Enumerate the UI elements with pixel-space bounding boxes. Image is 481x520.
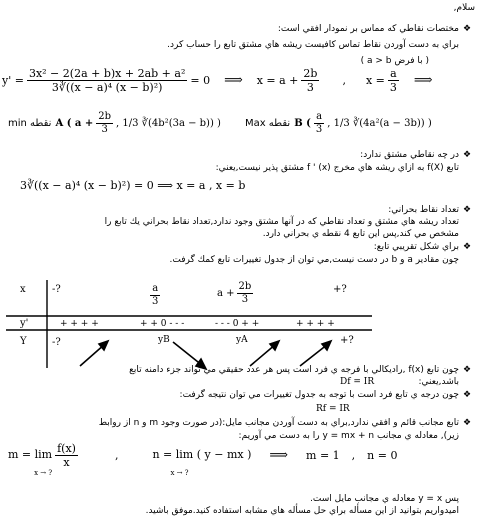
implies-arrow-2: ⟹ <box>413 73 433 88</box>
x-mid2-lead: a + <box>217 288 235 299</box>
eq-denominator: 3∛((x − a)⁴ (x − b)²) <box>51 81 163 94</box>
sep-2: , <box>351 449 356 462</box>
section3-line2: تعداد ريشه هاي مشتق و تعداد نقاطي كه در آنها مشتق وجود ندارد,تعداد نقاط بحراني يك تابع را <box>104 217 459 227</box>
section2-title: در چه نقاطي مشتق ندارد: <box>360 150 459 160</box>
section4-title: براي شكل تقريبي تابع: <box>373 242 459 252</box>
max-label: Max نقطه <box>244 118 291 129</box>
m-limit: m = lim <box>8 448 53 461</box>
section2-line2: تابع f(X) به ازاي ريشه هاي مخرج f ' (x) مشتق پذير نيست,يعني: <box>215 163 459 173</box>
y-a-value: yA <box>236 335 248 345</box>
asymptote-limits <box>8 443 397 482</box>
section3-title: تعداد نقاط بحراني: <box>388 205 459 215</box>
max-point: B ( <box>294 118 311 129</box>
x-a-plus-2b-over-3 <box>217 282 253 305</box>
implies-arrow: ⟹ <box>224 73 243 88</box>
bullet-icon: ❖ <box>463 150 472 160</box>
greeting: سلام, <box>453 3 475 13</box>
comma: , <box>342 74 346 87</box>
section1-title: مختصات نقاطي كه مماس بر نمودار افقي است: <box>277 24 459 34</box>
section6-line1: چون درجه ي تابع فرد است با توجه به جدول تغييرات مي توان نتيجه گرفت: <box>179 390 459 400</box>
section7-line2: زير), معادله ي مجانب y = mx + n را به دست مي آوريم: <box>238 431 459 441</box>
y-b-value: yB <box>158 335 170 345</box>
domain-statement: Df = IR <box>340 377 375 387</box>
sign-interval-3: - - - 0 + + <box>215 319 260 329</box>
conclusion-line1: پس y = x معادله ي مجانب مايل است. <box>310 494 459 504</box>
root2-den: 3 <box>389 81 397 94</box>
row-label-x: x <box>20 284 26 295</box>
bullet-icon: ❖ <box>463 365 472 375</box>
min-point: A ( a + <box>55 118 94 129</box>
max-y: , 1/3 ∛(4a²(a − 3b)) ) <box>327 118 432 129</box>
x-a-over-3 <box>150 284 160 307</box>
n-limit-sub: x → ? <box>170 469 189 477</box>
m-den: x <box>63 456 70 469</box>
y-plus-inf: +? <box>340 335 354 346</box>
x-mid2-den: 3 <box>241 294 249 305</box>
sign-interval-1: + + + + <box>60 319 99 329</box>
root2: x = <box>365 74 385 87</box>
x-minus-inf: -? <box>52 284 61 295</box>
eq-lhs: y' = <box>2 74 24 87</box>
min-label: min نقطه <box>8 118 52 129</box>
bullet-icon: ❖ <box>463 242 472 252</box>
n-value: n = 0 <box>367 449 398 462</box>
root1: x = a + <box>256 74 299 87</box>
min-y: , 1/3 ∛(4b²(3a − b)) ) <box>116 118 221 129</box>
bullet-icon: ❖ <box>463 24 472 34</box>
section5-line1: چون تابع f(x) ,راديكالي با فرجه ي فرد است پس هر عدد حقيقي مي تواند جزء دامنه تابع <box>129 365 459 375</box>
min-frac-num: 2b <box>98 111 112 122</box>
x-mid2-num: 2b <box>238 281 252 292</box>
section7-line1: تابع مجانب قائم و افقي ندارد,براي به دست آوردن مجانب مايل:(در صورت وجود m و n از روابط <box>98 418 459 428</box>
bullet-icon: ❖ <box>463 205 472 215</box>
m-limit-sub: x → ? <box>34 469 53 477</box>
x-mid1-den: 3 <box>152 296 159 307</box>
range-statement: Rf = IR <box>316 404 350 414</box>
m-value: m = 1 <box>306 449 340 462</box>
x-mid1-num: a <box>152 283 159 294</box>
sep: , <box>114 449 119 462</box>
bullet-icon: ❖ <box>463 390 472 400</box>
sign-interval-4: + + + + <box>296 319 335 329</box>
implies-arrow-3: ⟹ <box>269 448 289 463</box>
row-label-y: Y <box>20 336 27 347</box>
section4-line2: چون مقادير a و b در دست نيست,مي توان از جدول تغييرات تابع كمك گرفت. <box>169 255 459 265</box>
denominator-zero-equation: 3∛((x − a)⁴ (x − b)²) = 0 ⟹ x = a , x = b <box>20 179 246 192</box>
root1-den: 3 <box>306 81 314 94</box>
sign-interval-2: + + 0 - - - <box>140 319 185 329</box>
m-num: f(x) <box>57 442 76 455</box>
assumption: ( با فرض a > b ) <box>360 56 429 66</box>
bullet-icon: ❖ <box>463 418 472 428</box>
n-limit: n = lim ( y − mx ) <box>152 448 252 461</box>
section3-line3: مشخص مي كند,پس اين تابع 4 نقطه ي بحراني دارد. <box>262 229 459 239</box>
root1-num: 2b <box>303 67 318 80</box>
row-label-yprime: y' <box>20 318 29 329</box>
x-plus-inf: +? <box>333 284 347 295</box>
conclusion-line2: اميدواريم بتوانيد از اين مسأله براي حل مسأله هاي مشابه استفاده كنيد.موفق باشيد. <box>145 506 459 516</box>
root2-num: a <box>390 67 397 80</box>
y-minus-inf: -? <box>52 337 61 348</box>
eq-numerator: 3x² − 2(2a + b)x + 2ab + a² <box>28 67 186 80</box>
min-frac-den: 3 <box>101 124 108 135</box>
max-frac-num: a <box>316 111 323 122</box>
max-frac-den: 3 <box>315 124 323 135</box>
eq-rhs: = 0 <box>190 74 211 87</box>
section5-line2: باشد,يعني: <box>418 377 459 387</box>
section1-line2: براي به دست آوردن نقاط تماس كافيست ريشه هاي مشتق تابع را حساب كرد. <box>167 40 459 50</box>
